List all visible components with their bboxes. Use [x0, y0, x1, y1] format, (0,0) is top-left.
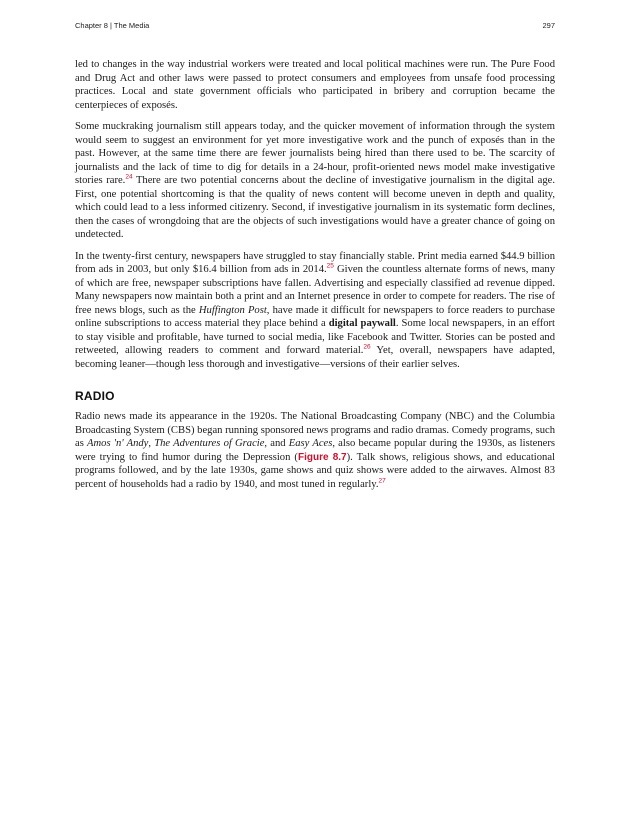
main-content — [75, 58, 555, 499]
paragraph-text: Some muckraking journalism still appears today, and the quicker movement of information through the system would seem to suggest an environment for yet more investigative work and the punch of exposés than in the past. However, at the same time there are fewer journalists being hired than there used to be. The scarcity of journalists and the lack of time to dig for details in a 24-hour, profit-oriented news model make investigative stories rare. — [75, 121, 555, 186]
paragraph-text: In the twenty-first century, newspapers have struggled to stay financially stable. Print media earned $44.9 billion from ads in 2003, but only $16.4 billion from ads in 2014. — [75, 250, 555, 275]
paragraph-4 — [75, 410, 555, 491]
paragraph-text: , have made it difficult for newspapers to force readers to purchase online subscriptions to access material they place behind a — [75, 304, 556, 329]
paragraph-text: , also became popular during the 1930s, as listeners were trying to find humor during the Depression ( — [75, 438, 555, 463]
paragraph-text: There are two potential concerns about the decline of investigative journalism in the digital age. First, one potential shortcoming is that the quality of news content will become uneven in depth and quality, which could lead to a less informed citizenry. Second, if investigative journalism in its systematic form declines, then the cases of wrongdoing that are the objects of such investigations would have a greater chance of going on undetected. — [75, 175, 555, 240]
italic-title: Easy Aces — [288, 438, 333, 449]
key-term: digital paywall — [328, 318, 396, 329]
paragraph-2 — [75, 120, 555, 242]
footnote-ref-27[interactable]: 27 — [378, 476, 386, 484]
footnote-ref-24[interactable]: 24 — [125, 173, 133, 181]
paragraph-3 — [75, 250, 555, 372]
paragraph-text: , and — [264, 438, 289, 449]
italic-title: Huffington Post — [198, 304, 267, 316]
running-header — [75, 21, 555, 33]
paragraph-text: Given the countless alternate forms of news, many of which are free, newspaper subscriptions have fallen. Advertising and especially classified ad revenue dipped. Many newspapers now maintain both a print and an Internet presence in order to compete for readers. The rise of free news blogs, such as the — [75, 264, 556, 316]
page-number: 297 — [542, 21, 555, 30]
italic-title: The Adventures of Gracie — [154, 438, 265, 449]
italic-title: Amos 'n' Andy — [87, 438, 149, 449]
section-heading: RADIO — [75, 389, 115, 403]
chapter-title: Chapter 8 | The Media — [75, 21, 150, 30]
paragraph-1 — [75, 58, 555, 112]
paragraph-text: ). Talk shows, religious shows, and educational programs followed, and by the late 1930s, game shows and quiz shows were added to the airwaves. Almost 83 percent of households had a radio by 1940, and most tuned in regularly. — [75, 451, 555, 490]
paragraph-text: Yet, overall, newspapers have adapted, becoming leaner—though less thorough and investigative—versions of their earlier selves. — [75, 345, 555, 370]
paragraph-text: led to changes in the way industrial workers were treated and local political machines were run. The Pure Food and Drug Act and other laws were passed to protect consumers and employees from unsafe food processing practices. Local and state government officials who participated in bribery and corruption became the centerpieces of exposés. — [75, 59, 555, 111]
footnote-ref-25[interactable]: 25 — [326, 262, 334, 270]
paragraph-text: , — [148, 438, 155, 449]
footnote-ref-26[interactable]: 26 — [363, 343, 371, 351]
paragraph-text: Radio news made its appearance in the 1920s. The National Broadcasting Company (NBC) and the Columbia Broadcasting System (CBS) began running sponsored news programs and radio dramas. Comedy programs, such as — [75, 411, 555, 449]
paragraph-text: . Some local newspapers, in an effort to stay visible and profitable, have turned to social media, like Facebook and Twitter. Stories can be posted and retweeted, allowing readers to comment and forward material. — [75, 318, 555, 356]
figure-link[interactable]: Figure 8.7 — [297, 451, 347, 463]
